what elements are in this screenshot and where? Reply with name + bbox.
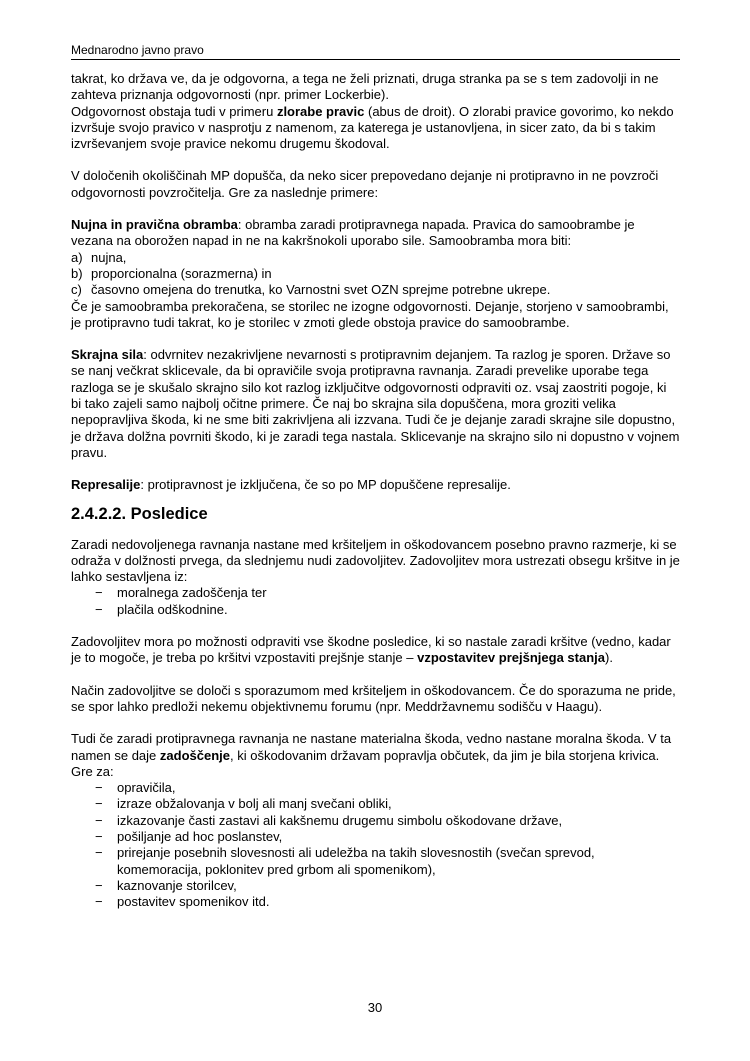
section-heading: 2.4.2.2. Posledice (71, 504, 208, 523)
paragraph-abuse-of-rights: Odgovornost obstaja tudi v primeru zlorabe pravic (abus de droit). O zlorabi pravice govorimo, ko nekdo izvršuje svojo pravico v nasprotju z namenom, za katerega je ustanovljena, in sicer zato, da bi s takim izvrševanjem svoje pravice nekomu drugemu škodoval. (71, 103, 674, 152)
paragraph-exceptions-intro: V določenih okoliščinah MP dopušča, da neko sicer prepovedano dejanje ni protipravno in ne povzroči odgovornosti povzročitelja. Gre za naslednje primere: (71, 168, 659, 200)
paragraph-lockerbie: takrat, ko država ve, da je odgovorna, a tega ne želi priznati, druga stranka pa se s tem zadovolji in ne zahteva priznanja odgovornosti (npr. primer Lockerbie). (71, 71, 659, 103)
paragraph-restitution: Zadovoljitev mora po možnosti odpraviti vse škodne posledice, ki so nastale zaradi kršitve (vedno, kadar je to mogoče, je treba po kršitvi vzpostaviti prejšnje stanje – vzpostavitev prejšnjega stanja). (71, 634, 671, 666)
list-item: − izraze obžalovanja v bolj ali manj svečani obliki, (71, 796, 680, 812)
list-item: − plačila odškodnine. (71, 602, 680, 618)
list-item: − moralnega zadoščenja ter (71, 585, 680, 601)
paragraph-reprisals: Represalije: protipravnost je izključena, če so po MP dopuščene represalije. (71, 477, 511, 493)
list-item: − pošiljanje ad hoc poslanstev, (71, 829, 680, 845)
body-content (71, 71, 680, 910)
paragraph-self-defence-exceeded: Če je samoobramba prekoračena, se storilec ne izogne odgovornosti. Dejanje, storjeno v samoobrambi, je protipravno tudi takrat, ko je storilec v zmoti glede obstoja pravice do samoobrambe. (71, 298, 669, 330)
bold-term: vzpostavitev prejšnjega stanja (417, 650, 605, 666)
bold-term: zadoščenje (159, 747, 230, 763)
paragraph-agreement: Način zadovoljitve se določi s sporazumom med kršiteljem in oškodovancem. Če do sporazuma ne pride, se spor lahko predloži nekemu objektivnemu forumu (npr. Meddržavnemu sodišču v Haagu). (71, 682, 676, 714)
paragraph-self-defence: Nujna in pravična obramba: obramba zaradi protipravnega napada. Pravica do samoobrambe je vezana na oborožen napad in ne na kakršnokoli uporabo sile. Samoobramba mora biti: (71, 217, 635, 249)
bold-term: Skrajna sila (71, 347, 144, 363)
list-item: a) nujna, (71, 249, 127, 265)
list-item: − prirejanje posebnih slovesnosti ali udeležba na takih slovesnostih (svečan sprevod, komemoracija, poklonitev pred grbom ali spomenikom), (71, 845, 680, 878)
paragraph-satisfaction: Tudi če zaradi protipravnega ravnanja ne nastane materialna škoda, vedno nastane moralna škoda. V ta namen se daje zadoščenje, ki oškodovanim državam popravlja občutek, da jim je bila storjena krivica. Gre za: (71, 731, 672, 779)
bold-term: Nujna in pravična obramba (71, 217, 238, 233)
list-item: − kaznovanje storilcev, (71, 878, 680, 894)
running-header: Mednarodno javno pravo (71, 43, 680, 60)
paragraph-necessity: Skrajna sila: odvrnitev nezakrivljene nevarnosti s protipravnim dejanjem. Ta razlog je sporen. Države so se nanj večkrat sklicevale, da bi opravičile svoja protipravna ravnanja. Zaradi prevelike uporabe tega razloga se je skušalo skrajno silo kot razlog izključitve odgovornosti odpraviti oz. vsaj zaostriti pogoje, ki bi tako zajeli samo najbolj očitne primere. Če naj bo skrajna sila dopuščena, mora groziti velika nepopravljiva škoda, ki ne sme biti zakrivljena ali izzvana. Tudi če je dejanje zaradi skrajne sile dopustno, je država dolžna povrniti škodo, ki je zaradi tega nastala. Sklicevanje na skrajno silo ni dopustno v vojnem pravu. (71, 347, 680, 460)
list-item: − postavitev spomenikov itd. (71, 894, 680, 910)
page-number: 30 (367, 1000, 383, 1015)
bold-term: Represalije (71, 477, 141, 493)
list-item: c) časovno omejena do trenutka, ko Varnostni svet OZN sprejme potrebne ukrepe. (71, 282, 551, 298)
list-item: − opravičila, (71, 780, 680, 796)
bold-term: zlorabe pravic (276, 103, 365, 119)
list-item: − izkazovanje časti zastavi ali kakšnemu drugemu simbolu oškodovane države, (71, 813, 680, 829)
paragraph-consequences: Zaradi nedovoljenega ravnanja nastane med kršiteljem in oškodovancem posebno pravno razmerje, ki se odraža v dolžnosti prvega, da slednjemu nudi zadovoljitev. Zadovoljitev mora ustrezati obsegu kršitve in je lahko sestavljena iz: (71, 536, 680, 585)
list-item: b) proporcionalna (sorazmerna) in (71, 265, 272, 281)
